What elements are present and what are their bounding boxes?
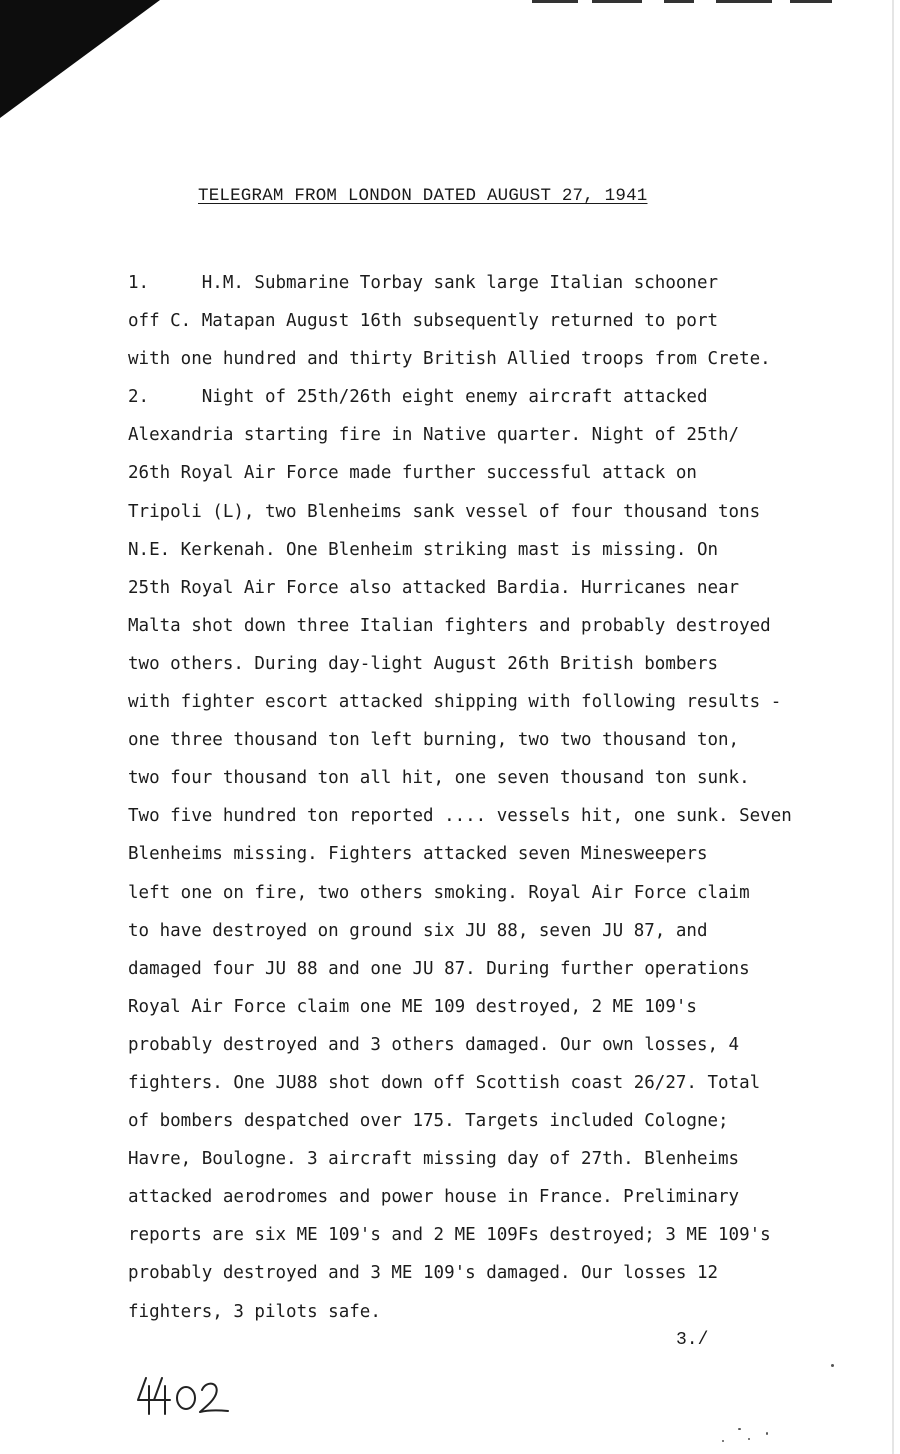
scan-right-edge bbox=[892, 0, 894, 1454]
text-line: 26th Royal Air Force made further successful attack on bbox=[128, 463, 697, 484]
text-line: off C. Matapan August 16th subsequently returned to port bbox=[128, 311, 719, 332]
text-line: Havre, Boulogne. 3 aircraft missing day of 27th. Blenheims bbox=[128, 1149, 740, 1170]
text-line: reports are six ME 109's and 2 ME 109Fs destroyed; 3 ME 109's bbox=[128, 1225, 771, 1246]
text-line: fighters. One JU88 shot down off Scottish coast 26/27. Total bbox=[128, 1072, 761, 1093]
text-line: two four thousand ton all hit, one seven thousand ton sunk. bbox=[128, 768, 750, 789]
text-line: fighters, 3 pilots safe. bbox=[128, 1301, 381, 1322]
scan-top-mark bbox=[592, 0, 642, 3]
continuation-marker: 3./ bbox=[676, 1330, 709, 1350]
text-line: Royal Air Force claim one ME 109 destroyed, 2 ME 109's bbox=[128, 996, 697, 1017]
scan-top-mark bbox=[790, 0, 832, 3]
text-line: of bombers despatched over 175. Targets included Cologne; bbox=[128, 1111, 729, 1132]
text-line: N.E. Kerkenah. One Blenheim striking mast is missing. On bbox=[128, 539, 719, 560]
scan-speck bbox=[766, 1432, 768, 1435]
telegram-heading: TELEGRAM FROM LONDON DATED AUGUST 27, 1941 bbox=[198, 186, 648, 206]
text-line: Tripoli (L), two Blenheims sank vessel of four thousand tons bbox=[128, 501, 761, 522]
text-line: damaged four JU 88 and one JU 87. During further operations bbox=[128, 958, 750, 979]
scan-speck bbox=[748, 1438, 750, 1440]
text-line: 2. Night of 25th/26th eight enemy aircraft attacked bbox=[128, 387, 708, 408]
text-line: two others. During day-light August 26th British bombers bbox=[128, 653, 719, 674]
text-line: 25th Royal Air Force also attacked Bardia. Hurricanes near bbox=[128, 577, 740, 598]
text-line: Two five hundred ton reported .... vessels hit, one sunk. Seven bbox=[128, 806, 792, 827]
text-line: 1. H.M. Submarine Torbay sank large Italian schooner bbox=[128, 273, 719, 293]
telegram-body bbox=[128, 264, 792, 1331]
text-line: one three thousand ton left burning, two two thousand ton, bbox=[128, 730, 740, 751]
text-line: attacked aerodromes and power house in France. Preliminary bbox=[128, 1187, 740, 1208]
scan-top-mark bbox=[664, 0, 694, 3]
text-line: Alexandria starting fire in Native quarter. Night of 25th/ bbox=[128, 425, 740, 446]
text-line: with fighter escort attacked shipping with following results - bbox=[128, 692, 782, 713]
text-line: with one hundred and thirty British Allied troops from Crete. bbox=[128, 349, 771, 370]
text-line: probably destroyed and 3 others damaged. Our own losses, 4 bbox=[128, 1034, 740, 1055]
scan-corner-tab bbox=[0, 0, 160, 118]
text-line: Malta shot down three Italian fighters and probably destroyed bbox=[128, 615, 771, 636]
handwritten-number bbox=[136, 1374, 232, 1416]
scan-top-mark bbox=[716, 0, 772, 3]
text-line: probably destroyed and 3 ME 109's damaged. Our losses 12 bbox=[128, 1263, 719, 1284]
scan-top-mark bbox=[532, 0, 578, 3]
text-line: to have destroyed on ground six JU 88, seven JU 87, and bbox=[128, 920, 708, 941]
scan-speck bbox=[738, 1428, 741, 1430]
text-line: Blenheims missing. Fighters attacked seven Minesweepers bbox=[128, 844, 708, 865]
scan-speck bbox=[831, 1364, 834, 1367]
text-line: left one on fire, two others smoking. Royal Air Force claim bbox=[128, 882, 750, 903]
scan-speck bbox=[722, 1440, 724, 1442]
